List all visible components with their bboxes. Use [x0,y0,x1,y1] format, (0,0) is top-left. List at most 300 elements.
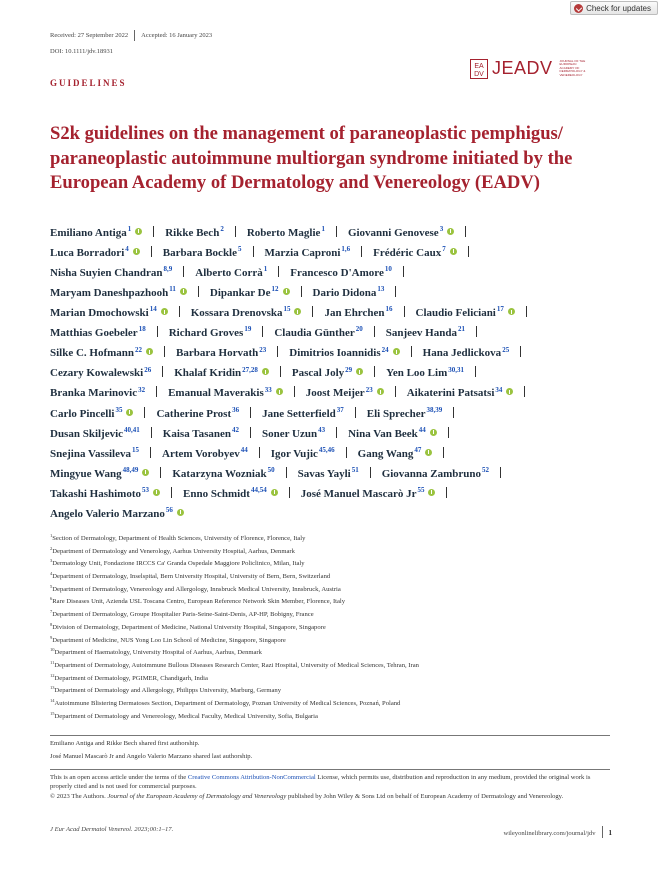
author-name[interactable] [162,448,248,460]
author-name[interactable] [407,387,503,399]
author-name-text: José Manuel Mascarò Jr [300,487,417,500]
affiliation-text: Department of Medicine, NUS Yong Loo Lin School of Medicine, Singapore, Singapore [52,636,286,644]
affiliation-ref[interactable]: 15 [283,305,291,314]
author-separator [280,366,281,377]
affiliation-ref[interactable]: 30,31 [448,365,464,374]
author-name[interactable] [50,307,157,319]
author-name[interactable] [156,405,240,420]
author-name[interactable] [271,448,335,460]
author-name-text: Giovanna Zambruno [381,467,482,480]
affiliation-ref[interactable]: 53 [142,486,149,495]
author-name[interactable] [50,405,123,420]
affiliation-number: 13 [50,685,55,691]
affiliation-number: 7 [50,609,53,615]
orcid-icon[interactable] [276,388,283,395]
affiliation-item [50,619,610,632]
affiliation-text: Division of Dermatology, Department of Medicine, National University Hospital, Singapore, Singapore [52,624,326,631]
author-line [50,380,630,400]
affiliation-ref[interactable]: 44,54 [250,486,267,495]
author-separator [278,266,279,277]
author-name-text: Rikke Bech [165,226,220,239]
affiliation-item [50,581,610,594]
affiliation-ref[interactable]: 12 [271,285,279,294]
author-separator [289,487,290,498]
author-separator [312,306,313,317]
author-name[interactable] [50,247,129,259]
author-name-text: Matthias Goebeler [50,327,138,340]
affiliation-ref[interactable]: 25 [502,345,510,354]
orcid-icon[interactable] [126,409,133,416]
author-name[interactable] [195,267,267,279]
author-name[interactable] [358,448,422,460]
orcid-icon[interactable] [428,489,435,496]
affiliation-ref[interactable]: 2 [220,225,224,233]
affiliation-number: 12 [50,672,55,678]
affiliation-item [50,670,610,683]
affiliation-text: Department of Dermatology and Allergology, Philipps University, Marburg, Germany [54,687,282,695]
author-name[interactable] [290,267,392,279]
affiliation-text: Rare Diseases Unit, Azienda USL Toscana Centro, European Reference Network Skin Member, Florence, Italy [52,598,346,606]
copyright-text: © 2023 The Authors. [50,792,108,800]
affiliation-item [50,682,610,695]
author-name[interactable] [386,367,464,379]
orcid-icon[interactable] [377,388,384,395]
author-name[interactable] [50,488,149,500]
svg-text:EA: EA [474,62,484,70]
affiliation-ref[interactable]: 22 [135,345,143,354]
affiliation-ref[interactable]: 32 [138,385,146,394]
author-name[interactable] [423,347,510,359]
orcid-icon[interactable] [506,388,513,395]
author-line [50,440,630,460]
received-date: Received: 27 September 2022 [50,31,129,39]
journal-logo-text: JEADV [492,58,553,78]
author-name[interactable] [265,247,351,259]
affiliation-ref[interactable]: 5 [238,245,242,254]
author-name-text: Dipankar De [209,286,271,299]
author-name[interactable] [50,387,145,399]
affiliation-ref[interactable]: 34 [495,385,503,394]
author-separator [198,286,199,297]
author-name-text: Jan Ehrchen [324,307,385,320]
author-name[interactable] [274,327,362,339]
orcid-icon[interactable] [177,509,184,516]
orcid-icon[interactable] [135,228,142,235]
author-line [50,279,630,299]
affiliation-text: Department of Dermatology, Venereology and Allergology, Innsbruck Medical University, Innsbruck, Austria [52,585,341,593]
author-name-text: Eli Sprecher [366,407,426,420]
author-separator [144,407,145,418]
author-name[interactable] [183,488,267,500]
date-separator [134,30,135,41]
affiliation-ref[interactable]: 19 [244,325,252,334]
author-name[interactable] [50,267,172,279]
author-separator [277,346,278,357]
author-separator [151,427,152,438]
author-name-text: Soner Uzun [261,427,318,440]
affiliation-text: Department of Dermatology, Autoimmune Bullous Diseases Research Center, Razi Hospital, University of Medical Sciences, Tehran, Iran [54,662,419,670]
author-separator [253,246,254,257]
author-separator [250,407,251,418]
author-name-text: Maryam Daneshpazhooh [50,286,169,299]
author-name-text: Gang Wang [357,447,414,460]
affiliation-item [50,606,610,619]
orcid-icon[interactable] [262,368,269,375]
author-name-text: Jane Setterfield [262,407,336,420]
author-name[interactable] [50,347,142,359]
author-separator [374,366,375,377]
check-updates-label: Check for updates [586,3,651,13]
author-separator [151,246,152,257]
author-name[interactable] [172,468,274,480]
author-name-text: Khalaf Kridin [174,367,242,380]
author-name[interactable] [348,227,443,239]
author-separator [475,366,476,377]
affiliation-number: 8 [50,621,53,627]
author-separator [162,366,163,377]
orcid-icon[interactable] [294,308,301,315]
affiliation-ref[interactable]: 4 [125,245,129,254]
affiliation-item [50,695,610,708]
author-separator [301,286,302,297]
affiliation-item [50,568,610,581]
affiliation-ref[interactable]: 40,41 [124,425,140,434]
author-separator [150,447,151,458]
author-name-text: Roberto Maglie [246,226,321,239]
article-title: S2k guidelines on the management of paraneoplastic pemphigus/ paraneoplastic autoimmune multiorgan syndrome initiated by the European Academy of Dermatology and Venereology (EADV) [50,123,573,193]
orcid-icon[interactable] [133,248,140,255]
author-separator [164,346,165,357]
author-name-text: Yen Loo Lim [386,367,448,380]
author-separator [336,427,337,438]
journal-logo [470,58,588,79]
orcid-icon[interactable] [393,348,400,355]
author-name[interactable] [50,425,140,440]
affiliation-ref[interactable]: 44 [418,425,426,434]
author-line [50,360,630,380]
affiliation-ref[interactable]: 47 [414,446,422,455]
author-name-text: Artem Vorobyev [162,447,240,460]
affiliation-number: 3 [50,558,53,564]
affiliation-number: 14 [50,697,55,703]
affiliation-text: Department of Dermatology and Venerology, Aarhus University Hospital, Aarhus, Denmark [52,547,295,555]
author-line [50,319,630,339]
affiliation-ref[interactable]: 29 [345,365,353,374]
author-name-text: Dusan Skiljevic [50,427,124,440]
author-name-text: Silke C. Hofmann [50,347,135,360]
author-name-text: Katarzyna Wozniak [172,467,267,480]
author-separator [403,266,404,277]
orcid-icon[interactable] [447,228,454,235]
author-name-text: Emiliano Antiga [50,226,127,239]
affiliation-ref[interactable]: 11 [169,285,176,294]
author-line [50,460,630,480]
check-for-updates-button[interactable] [570,1,658,15]
author-name[interactable] [50,287,176,299]
footer-separator [602,826,603,838]
orcid-icon[interactable] [508,308,515,315]
doi[interactable]: DOI: 10.1111/jdv.18931 [50,48,113,55]
affiliation-ref[interactable]: 21 [457,325,465,334]
author-name-text: Sanjeev Handa [385,327,457,340]
orcid-icon[interactable] [356,368,363,375]
affiliation-ref[interactable]: 55 [417,486,425,495]
author-line [50,500,630,520]
affiliation-text: Department of Haematology, University Hospital of Aarhus, Aarhus, Denmark [54,649,262,657]
author-separator [526,306,527,317]
license-text: This is an open access article under the terms of the [50,774,188,781]
license-statement [50,773,612,801]
affiliation-ref[interactable]: 43 [318,425,326,434]
affiliation-number: 6 [50,596,53,602]
affiliation-ref[interactable]: 35 [115,405,123,414]
affiliation-ref[interactable]: 15 [132,446,139,455]
author-separator [160,467,161,478]
affiliation-number: 9 [50,634,53,640]
author-separator [156,386,157,397]
affiliation-ref[interactable]: 27,28 [242,365,258,374]
author-separator [250,427,251,438]
affiliation-item [50,708,610,721]
author-separator [370,467,371,478]
author-name[interactable] [306,387,373,399]
author-name[interactable] [50,227,131,239]
affiliation-ref[interactable]: 37 [336,405,344,414]
author-separator [395,386,396,397]
affiliation-ref[interactable]: 10 [384,265,392,274]
author-name-text: Barbara Horvath [176,347,259,360]
affiliation-number: 11 [50,659,55,665]
author-separator [179,306,180,317]
license-text: License, which permits use, distribution and reproduction in any medium, provided the original work is properly cited and is not used for commercial purposes. [50,774,591,791]
author-line [50,420,630,440]
affiliation-ref[interactable]: 23 [365,385,373,394]
author-name-text: Dario Didona [312,286,377,299]
author-name[interactable] [348,425,426,440]
orcid-icon[interactable] [271,489,278,496]
publisher-text: published by John Wiley & Sons Ltd on behalf of European Academy of Dermatology and Venereology. [286,792,564,800]
author-name[interactable] [366,405,443,420]
author-separator [153,226,154,237]
author-separator [468,246,469,257]
author-separator [235,226,236,237]
eadv-mark-icon [470,59,488,79]
affiliation-ref[interactable]: 56 [165,506,173,515]
author-name-text: Nisha Suyien Chandran [50,266,163,279]
author-name[interactable] [50,508,173,520]
affiliation-ref[interactable]: 50 [267,466,275,475]
affiliation-ref[interactable]: 3 [439,225,444,233]
orcid-icon[interactable] [180,288,187,295]
affiliation-ref[interactable]: 36 [232,405,240,414]
author-name-text: Mingyue Wang [50,467,122,480]
affiliation-item [50,555,610,568]
author-name-text: Kaisa Tasanen [162,427,231,440]
author-separator [446,487,447,498]
author-name[interactable] [324,307,392,319]
author-name-text: Cezary Kowalewski [50,367,144,380]
author-name[interactable] [292,367,352,379]
author-separator [448,427,449,438]
author-name[interactable] [247,227,325,239]
author-line [50,259,630,279]
footer-right [503,826,612,838]
affiliation-list [50,530,610,720]
affiliation-item [50,593,610,606]
author-separator [524,386,525,397]
author-name[interactable] [301,488,425,500]
affiliation-ref[interactable]: 16 [385,305,393,314]
author-name-text: Catherine Prost [156,407,232,420]
orcid-icon[interactable] [425,449,432,456]
author-name[interactable] [176,347,266,359]
citation: J Eur Acad Dermatol Venereol. 2023;00:1–17. [50,826,174,833]
author-name-text: Enno Schmidt [183,487,250,500]
author-name-text: Aikaterini Patsatsi [406,387,495,400]
article-dates [50,30,212,41]
affiliation-ref[interactable]: 1 [263,265,268,274]
author-separator [336,226,337,237]
author-name-text: Joost Meijer [305,387,365,400]
author-name[interactable] [50,327,146,339]
author-name[interactable] [416,307,504,319]
affiliation-ref[interactable]: 42 [231,425,239,434]
affiliation-ref[interactable]: 23 [259,345,267,354]
author-separator [404,306,405,317]
affiliation-ref[interactable]: 8,9 [163,265,173,274]
author-name-text: Claudio Feliciani [415,307,496,320]
affiliation-text: Department of Dermatology, Inselspital, Bern University Hospital, University of Bern, Bern, Switzerland [52,573,331,581]
author-line [50,480,630,500]
author-name[interactable] [261,425,326,440]
author-name[interactable] [298,468,359,480]
affiliation-number: 10 [50,647,55,653]
author-name[interactable] [162,425,239,440]
affiliation-text: Autoimmune Blistering Dermatoses Section, Department of Dermatology, Poznan University of Medical Sciences, Poznań, Poland [54,700,401,708]
check-updates-icon [574,4,583,13]
author-name[interactable] [168,387,272,399]
author-separator [411,346,412,357]
orcid-icon[interactable] [153,489,160,496]
orcid-icon[interactable] [161,308,168,315]
affiliation-ref[interactable]: 26 [144,365,152,374]
author-name[interactable] [174,367,258,379]
journal-url[interactable]: wileyonlinelibrary.com/journal/jdv [503,830,596,837]
orcid-icon[interactable] [142,469,149,476]
affiliation-ref[interactable]: 48,49 [122,466,139,475]
author-separator [262,326,263,337]
author-list [50,219,630,520]
author-name-text: Claudia Günther [274,327,355,340]
author-name[interactable] [165,227,224,239]
author-name-text: Nina Van Beek [348,427,418,440]
author-name-text: Francesco D'Amore [290,266,384,279]
divider [50,735,610,736]
affiliation-ref[interactable]: 33 [264,385,272,394]
author-name[interactable] [50,468,138,480]
affiliation-text: Department of Dermatology, Groupe Hospitalier Paris-Seine-Saint-Denis, AP-HP, Bobigny, France [52,611,314,619]
affiliation-number: 2 [50,545,53,551]
affiliation-ref[interactable]: 1,6 [341,245,351,254]
orcid-icon[interactable] [450,248,457,255]
affiliation-ref[interactable]: 51 [351,466,359,475]
journal-logo-tagline: JOURNAL OF THE EUROPEAN ACADEMY OF DERMATOLOGY & VENEREOLOGY [559,58,586,77]
author-name[interactable] [382,468,489,480]
affiliation-text: Section of Dermatology, Department of Health Sciences, University of Florence, Florence, Italy [52,535,306,543]
affiliation-item [50,644,610,657]
orcid-icon[interactable] [146,348,153,355]
author-name-text: Snejina Vassileva [50,447,131,460]
orcid-icon[interactable] [430,429,437,436]
author-name[interactable] [210,287,279,299]
affiliation-ref[interactable]: 13 [377,285,385,294]
author-name-text: Branka Marinovic [50,387,138,400]
author-name[interactable] [373,247,446,259]
author-separator [286,467,287,478]
author-name[interactable] [313,287,385,299]
affiliation-ref[interactable]: 20 [355,325,363,334]
accepted-date: Accepted: 16 January 2023 [141,31,213,39]
author-name[interactable] [289,347,388,359]
author-name[interactable] [169,327,252,339]
author-name-text: Igor Vujic [270,447,318,460]
affiliation-item [50,657,610,670]
affiliation-text: Dermatology Unit, Fondazione IRCCS Ca' Granda Ospedale Maggiore Policlinico, Milan, Italy [52,560,305,568]
affiliation-ref[interactable]: 1 [127,225,132,233]
author-separator [374,326,375,337]
author-line [50,400,630,420]
author-name[interactable] [163,247,242,259]
shared-first-authorship-note: Emiliano Antiga and Rikke Bech shared first authorship. [50,740,200,747]
affiliation-ref[interactable]: 45,46 [318,446,335,455]
author-name-text: Frédéric Caux [373,246,442,259]
divider [50,769,610,770]
affiliation-ref[interactable]: 14 [149,305,157,314]
author-name[interactable] [386,327,465,339]
author-separator [395,286,396,297]
affiliation-ref[interactable]: 7 [442,245,446,254]
affiliation-ref[interactable]: 44 [240,446,248,455]
affiliation-ref[interactable]: 38,39 [426,405,443,414]
license-link[interactable]: Creative Commons Attribution-NonCommercial [187,774,316,781]
article-category: GUIDELINES [50,78,127,88]
affiliation-ref[interactable]: 18 [138,325,146,334]
author-name[interactable] [50,448,139,460]
author-separator [465,226,466,237]
orcid-icon[interactable] [283,288,290,295]
affiliation-item [50,632,610,645]
author-line [50,239,630,259]
author-separator [259,447,260,458]
author-name-text: Luca Borradori [50,246,125,259]
author-name[interactable] [50,367,151,379]
svg-text:DV: DV [474,70,484,78]
affiliation-ref[interactable]: 1 [321,225,325,233]
author-separator [361,246,362,257]
author-name[interactable] [191,307,291,319]
author-separator [294,386,295,397]
author-line [50,219,630,239]
affiliation-item [50,543,610,556]
affiliation-ref[interactable]: 52 [482,466,490,475]
author-separator [157,326,158,337]
author-name[interactable] [262,405,344,420]
affiliation-ref[interactable]: 24 [381,345,389,354]
affiliation-ref[interactable]: 17 [496,305,504,314]
shared-last-authorship-note: José Manuel Mascarò Jr and Angelo Valerio Marzano shared last authorship. [50,753,253,760]
author-name-text: Alberto Corrà [195,266,263,279]
affiliation-number: 1 [50,533,53,538]
